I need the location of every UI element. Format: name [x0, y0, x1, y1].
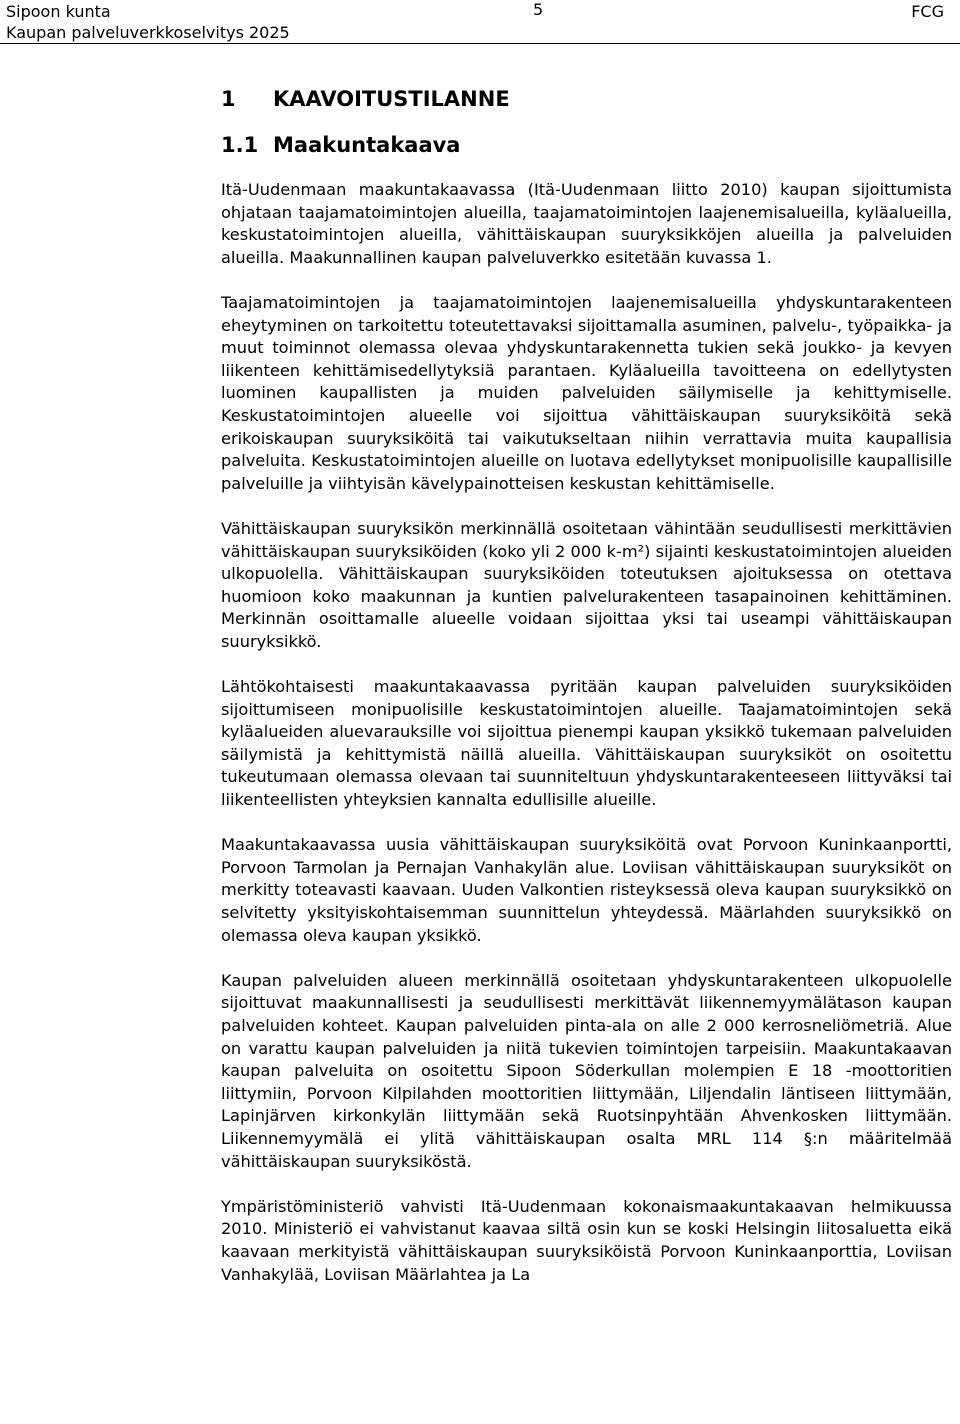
paragraph: Itä-Uudenmaan maakuntakaavassa (Itä-Uudenmaan liitto 2010) kaupan sijoittumista ohjataan taajamatoimintojen alueilla, taajamatoimintojen laajenemisalueilla, kyläalueilla, keskustatoimintojen alueilla, vähittäiskaupan suuryksikköjen alueilla ja palveluiden alueilla. Maakunnallinen kaupan palveluverkko esitetään kuvassa 1. [221, 180, 952, 267]
document-body [221, 86, 952, 1286]
page-header [0, 0, 960, 46]
paragraph: Lähtökohtaisesti maakuntakaavassa pyritään kaupan palveluiden suuryksiköiden sijoittumiseen monipuolisille keskustatoimintojen alueille. Taajamatoimintojen sekä kyläalueiden aluevarauksille voi sijoittua pienempi kaupan yksikkö tukemaan palveluiden säilymistä ja kehittymistä näillä alueilla. Vähittäiskaupan suuryksiköt on osoitettu tukeutumaan olemassa olevaan tai suunniteltuun yhdyskuntarakenteeseen liittyväksi tai liikenteellisten yhteyksien kannalta edullisille alueille. [221, 677, 952, 810]
section-heading [221, 86, 952, 112]
header-doc-title: Kaupan palveluverkkoselvitys 2025 [6, 23, 290, 42]
subsection-heading [221, 132, 952, 158]
paragraph: Ympäristöministeriö vahvisti Itä-Uudenmaan kokonaismaakuntakaavan helmikuussa 2010. Ministeriö ei vahvistanut kaavaa siltä osin kun se koski Helsingin liitosaluetta eikä kaavaan merkityistä vähittäiskaupan suuryksiköistä Porvoon Kuninkaanporttia, Loviisan Vanhakylää, Loviisan Määrlahtea ja La [221, 1196, 952, 1284]
paragraph: Taajamatoimintojen ja taajamatoimintojen laajenemisalueilla yhdyskuntarakenteen eheytyminen on tarkoitettu toteutettavaksi sijoittamalla asuminen, palvelu-, työpaikka- ja muut toiminnot olemassa olevaa yhdyskuntarakennetta tukien sekä joukko- ja kevyen liikenteen kehittämisedellytyksiä parantaen. Kyläalueilla tavoitteena on edellytysten luominen kaupallisten ja muiden palveluiden säilymiselle ja kehittymiselle. Keskustatoimintojen alueelle voi sijoittua vähittäiskaupan suuryksiköitä sekä erikoiskaupan suuryksiköitä tai vaikutukseltaan niihin verrattavia muita kaupallisia palveluita. Keskustatoimintojen alueille on luotava edellytykset monipuolisille kaupallisille palveluille ja viihtyisän kävelypainotteisen keskustan kehittämiselle. [221, 292, 952, 493]
page-number: 5 [533, 0, 544, 19]
header-company: FCG [911, 2, 944, 21]
section-number: 1 [221, 87, 236, 111]
header-org: Sipoon kunta [6, 2, 111, 21]
section-title: KAAVOITUSTILANNE [273, 87, 510, 111]
header-divider [0, 43, 960, 44]
paragraph: Kaupan palveluiden alueen merkinnällä osoitetaan yhdyskuntarakenteen ulkopuolelle sijoittuvat maakunnallisesti ja seudullisesti merkittävät liikennemyymälätason kaupan palveluiden kohteet. Kaupan palveluiden pinta-ala on alle 2 000 kerrosneliömetriä. Alue on varattu kaupan palveluiden ja niitä tukevien toimintojen tarpeisiin. Maakuntakaavan kaupan palveluita on osoitettu Sipoon Söderkullan molempien E 18 -moottoritien liittymiin, Porvoon Kilpilahden moottoritien liittymään, Liljendalin läntiseen liittymään, Lapinjärven kirkonkylän liittymään sekä Ruotsinpyhtään Ahvenkosken liittymään. Liikennemyymälä ei ylitä vähittäiskaupan osalta MRL 114 §:n määritelmää vähittäiskaupan suuryksiköstä. [221, 970, 952, 1171]
subsection-title: Maakuntakaava [273, 133, 461, 157]
paragraph: Maakuntakaavassa uusia vähittäiskaupan suuryksiköitä ovat Porvoon Kuninkaanportti, Porvoon Tarmolan ja Pernajan Vanhakylän alue. Loviisan vähittäiskaupan suuryksiköt on merkitty toteavasti kaavaan. Uuden Valkontien risteyksessä oleva kaupan suuryksikkö on selvitetty yksityiskohtaisemman suunnittelun yhteydessä. Määrlahden suuryksikkö on olemassa oleva kaupan yksikkö. [221, 835, 952, 945]
header-left [6, 1, 290, 43]
paragraph: Vähittäiskaupan suuryksikön merkinnällä osoitetaan vähintään seudullisesti merkittävien vähittäiskaupan suuryksiköiden (koko yli 2 000 k-m²) sijainti keskustatoimintojen alueiden ulkopuolella. Vähittäiskaupan suuryksiköiden toteutuksen ajoituksessa on otettava huomioon koko maakunnan ja kuntien palvelurakenteen tasapainoinen kehittäminen. Merkinnän osoittamalle alueelle voidaan sijoittaa yksi tai useampi vähittäiskaupan suuryksikkö. [221, 518, 952, 651]
subsection-number: 1.1 [221, 133, 259, 157]
